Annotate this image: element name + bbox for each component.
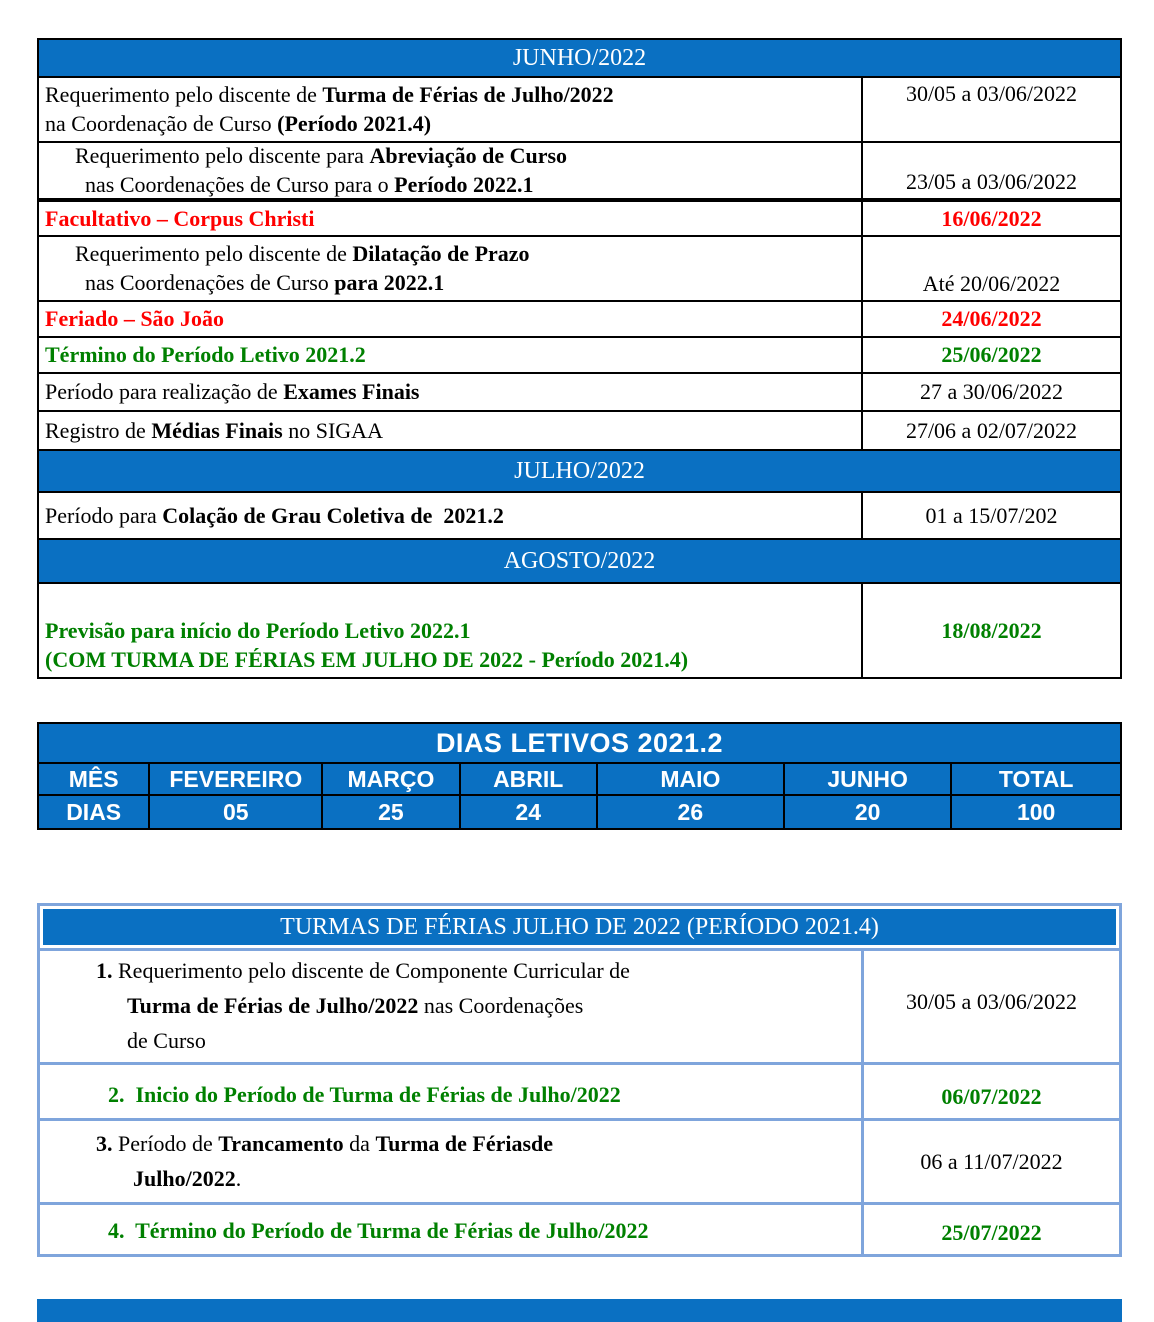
text-segment: Dilatação de Prazo <box>352 241 530 266</box>
event-date-cell <box>864 1121 1119 1202</box>
event-row <box>40 1062 1119 1118</box>
text-line <box>39 416 857 445</box>
text-line <box>40 1023 857 1058</box>
text-line <box>39 340 857 369</box>
dias-header-row <box>39 764 1120 796</box>
text-line <box>39 170 857 199</box>
dias-letivos-title-label: DIAS LETIVOS 2021.2 <box>435 727 724 758</box>
text-line <box>40 1161 857 1196</box>
dias-value-cell: 24 <box>461 796 598 828</box>
text-segment: Requerimento pelo discente de <box>75 241 353 266</box>
text-line <box>39 268 857 297</box>
event-date-cell <box>864 951 1119 1062</box>
event-description-cell <box>39 143 863 198</box>
text-segment: no SIGAA <box>282 417 383 443</box>
text-segment: . <box>235 1165 242 1191</box>
dias-month-header-cell: FEVEREIRO <box>150 764 323 794</box>
dias-month-header-cell: TOTAL <box>998 765 1074 792</box>
text-line <box>39 109 857 138</box>
text-segment: nas Coordenações <box>418 993 584 1018</box>
text-line <box>39 377 857 406</box>
text-segment: (Período 2021.4) <box>277 111 432 136</box>
event-description-cell <box>40 951 864 1062</box>
event-row <box>39 302 1120 338</box>
text-line <box>40 953 857 988</box>
cropped-next-header-bar <box>37 1299 1122 1322</box>
event-date: 16/06/2022 <box>941 205 1042 231</box>
event-description-cell <box>40 1121 864 1202</box>
event-date: 06 a 11/07/2022 <box>920 1148 1063 1174</box>
event-row <box>39 338 1120 374</box>
month-header-label: AGOSTO/2022 <box>503 547 656 574</box>
event-description-cell <box>39 374 863 410</box>
text-segment: Turma de Férias de Julho/2022 <box>322 82 614 107</box>
dias-month-header-cell: ABRIL <box>461 764 598 794</box>
event-date: 30/05 a 03/06/2022 <box>905 989 1078 1014</box>
event-row <box>40 1202 1119 1254</box>
event-date: Até 20/06/2022 <box>922 271 1061 296</box>
event-date-cell <box>863 202 1120 235</box>
text-line <box>39 141 857 170</box>
event-row <box>39 584 1120 677</box>
dias-value-cell: 20 <box>785 796 953 828</box>
event-date-cell <box>863 584 1120 677</box>
text-segment: para 2022.1 <box>334 270 445 295</box>
text-segment: Requerimento pelo discente de <box>45 82 323 107</box>
event-date-cell <box>863 374 1120 410</box>
dias-values-row <box>39 796 1120 828</box>
event-row <box>39 78 1120 143</box>
event-description-cell <box>39 78 863 141</box>
dias-month-header-cell: MAIO <box>598 764 785 794</box>
text-segment: Período para <box>45 502 163 528</box>
event-row <box>40 1118 1119 1202</box>
event-date-cell <box>863 493 1120 538</box>
month-header-row <box>39 451 1120 493</box>
text-segment: da <box>343 1130 376 1156</box>
event-row <box>39 202 1120 237</box>
text-segment: 4. Término do Período de Turma de Férias de Julho/2022 <box>108 1218 649 1243</box>
event-date: 25/07/2022 <box>941 1220 1042 1245</box>
event-row <box>39 237 1120 302</box>
event-description-cell <box>39 584 863 677</box>
event-description-cell <box>39 493 863 538</box>
event-date-cell <box>863 412 1120 449</box>
text-segment: Julho/2022 <box>133 1165 236 1191</box>
event-description-cell <box>39 302 863 336</box>
event-date: 18/08/2022 <box>941 617 1042 643</box>
event-date: 30/05 a 03/06/2022 <box>905 81 1078 106</box>
text-segment: Facultativo – Corpus Christi <box>45 205 315 231</box>
text-line <box>39 304 857 333</box>
dias-value-cell: 05 <box>150 796 323 828</box>
text-segment: Registro de <box>45 417 152 443</box>
event-date: 25/06/2022 <box>941 342 1042 367</box>
text-line <box>40 1126 857 1161</box>
dias-letivos-table <box>37 722 1122 830</box>
dias-value-cell: 100 <box>1016 798 1056 825</box>
event-description-cell <box>39 202 863 235</box>
text-segment: Período para realização de <box>45 379 284 404</box>
turmas-table-title-label: TURMAS DE FÉRIAS JULHO DE 2022 (PERÍODO 2021.4) <box>280 913 879 940</box>
text-segment: Previsão para início do Período Letivo 2022.1 <box>45 618 471 643</box>
text-line <box>40 1077 857 1112</box>
dias-month-header-cell: MÊS <box>39 764 150 794</box>
event-row <box>39 374 1120 412</box>
month-header-row <box>39 40 1120 78</box>
text-segment: 1. <box>96 958 113 983</box>
month-header-label: JUNHO/2022 <box>512 44 647 71</box>
text-segment: Período 2022.1 <box>394 172 534 197</box>
text-line <box>39 239 857 268</box>
text-line <box>39 616 857 645</box>
text-line <box>39 645 857 674</box>
event-date: 24/06/2022 <box>941 306 1042 331</box>
text-segment: Trancamento <box>218 1130 344 1156</box>
dias-value-cell: 26 <box>598 796 785 828</box>
event-date-cell <box>863 78 1120 141</box>
text-segment: Colação de Grau Coletiva de 2021.2 <box>162 502 504 528</box>
event-description-cell <box>39 338 863 372</box>
event-description-cell <box>39 237 863 300</box>
event-row <box>39 412 1120 451</box>
text-segment: Turma de Férias de Julho/2022 <box>127 993 419 1018</box>
event-date-cell <box>864 1205 1119 1254</box>
text-segment: nas Coordenações de Curso para o <box>85 172 395 197</box>
event-date: 27/06 a 02/07/2022 <box>905 417 1078 443</box>
event-date-cell <box>864 1065 1119 1118</box>
event-date-cell <box>863 338 1120 372</box>
event-date: 01 a 15/07/202 <box>925 502 1058 528</box>
event-date-cell <box>863 143 1120 198</box>
text-segment: Feriado – São João <box>45 306 225 331</box>
dias-month-header-cell: JUNHO <box>785 764 953 794</box>
event-row <box>39 143 1120 202</box>
text-segment: na Coordenação de Curso <box>45 111 278 136</box>
event-date-cell <box>863 302 1120 336</box>
text-segment: Médias Finais <box>151 417 283 443</box>
text-line <box>39 80 857 109</box>
text-segment: Término do Período Letivo 2021.2 <box>45 342 366 367</box>
text-segment: Período de <box>112 1130 219 1156</box>
text-line <box>40 988 857 1023</box>
event-date-cell <box>863 237 1120 300</box>
event-row <box>40 948 1119 1062</box>
text-segment: Requerimento pelo discente de Componente Curricular de <box>112 958 630 983</box>
text-line <box>39 501 857 530</box>
event-description-cell <box>40 1205 864 1254</box>
text-segment: Abreviação de Curso <box>369 143 568 168</box>
academic-calendar-table <box>37 38 1122 679</box>
text-segment: 2. Inicio do Período de Turma de Férias de Julho/2022 <box>108 1082 621 1107</box>
event-row <box>39 493 1120 540</box>
event-date: 27 a 30/06/2022 <box>920 379 1063 404</box>
dias-letivos-title <box>39 724 1120 764</box>
text-segment: (COM TURMA DE FÉRIAS EM JULHO DE 2022 - Período 2021.4) <box>45 647 689 672</box>
text-segment: nas Coordenações de Curso <box>85 270 335 295</box>
event-description-cell <box>39 412 863 449</box>
text-segment: 3. <box>96 1130 113 1156</box>
turmas-table-title <box>43 909 1116 945</box>
turmas-ferias-table <box>37 903 1122 1257</box>
event-date: 06/07/2022 <box>941 1084 1042 1109</box>
month-header-label: JULHO/2022 <box>514 457 645 484</box>
event-date: 23/05 a 03/06/2022 <box>905 169 1078 194</box>
text-segment: Exames Finais <box>283 379 420 404</box>
dias-month-header-cell: MARÇO <box>323 764 460 794</box>
text-line <box>39 204 857 233</box>
text-segment: de Curso <box>127 1028 206 1053</box>
text-segment: Requerimento pelo discente para <box>75 143 370 168</box>
dias-value-cell: 25 <box>323 796 460 828</box>
dias-value-cell: DIAS <box>39 796 150 828</box>
event-description-cell <box>40 1065 864 1118</box>
month-header-row <box>39 540 1120 584</box>
text-line <box>40 1213 857 1248</box>
text-segment: Turma de Fériasde <box>375 1130 554 1156</box>
